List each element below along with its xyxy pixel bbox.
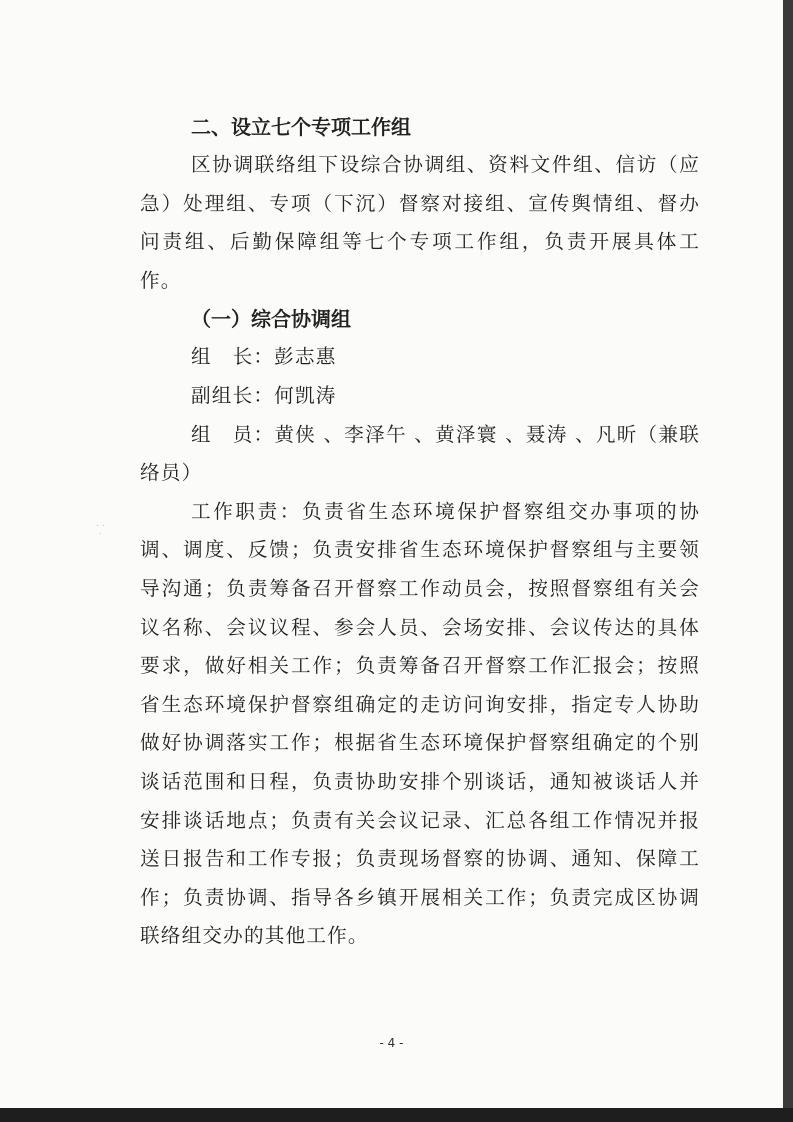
duties-paragraph: 工作职责：负责省生态环境保护督察组交办事项的协调、调度、反馈；负责安排省生态环境保护督察组与主要领导沟通；负责筹备召开督察工作动员会，按照督察组有关会议名称、会议议程、参会人员、会场安排、会议传达的具体要求，做好相关工作；负责筹备召开督察工作汇报会；按照省生态环境保护督察组确定的走访问询安排，指定专人协助做好协调落实工作；根据省生态环境保护督察组确定的个别谈话范围和日程，负责协助安排个别谈话，通知被谈话人并安排谈话地点；负责有关会议记录、汇总各组工作情况并报送日报告和工作专报；负责现场督察的协调、通知、保障工作；负责协调、指导各乡镇开展相关工作；负责完成区协调联络组交办的其他工作。 xyxy=(140,499,700,948)
group-members: 组 员：黄侠 、李泽午 、黄泽寰 、聂涛 、凡昕（兼联络员） xyxy=(140,422,700,485)
deputy-group-leader: 副组长：何凯涛 xyxy=(191,383,337,407)
document-body xyxy=(140,108,700,956)
scan-border-right xyxy=(783,0,793,1122)
scan-border-bottom xyxy=(0,1108,793,1122)
intro-paragraph: 区协调联络组下设综合协调组、资料文件组、信访（应急）处理组、专项（下沉）督察对接组、宣传舆情组、督办问责组、后勤保障组等七个专项工作组，负责开展具体工作。 xyxy=(140,153,700,292)
page-number: - 4 - xyxy=(379,1036,404,1050)
scan-speck-marks: . . . xyxy=(96,519,105,537)
section-heading: 二、设立七个专项工作组 xyxy=(191,115,411,139)
subsection-heading: （一）综合协调组 xyxy=(191,307,351,332)
group-leader: 组 长：彭志惠 xyxy=(191,345,337,369)
